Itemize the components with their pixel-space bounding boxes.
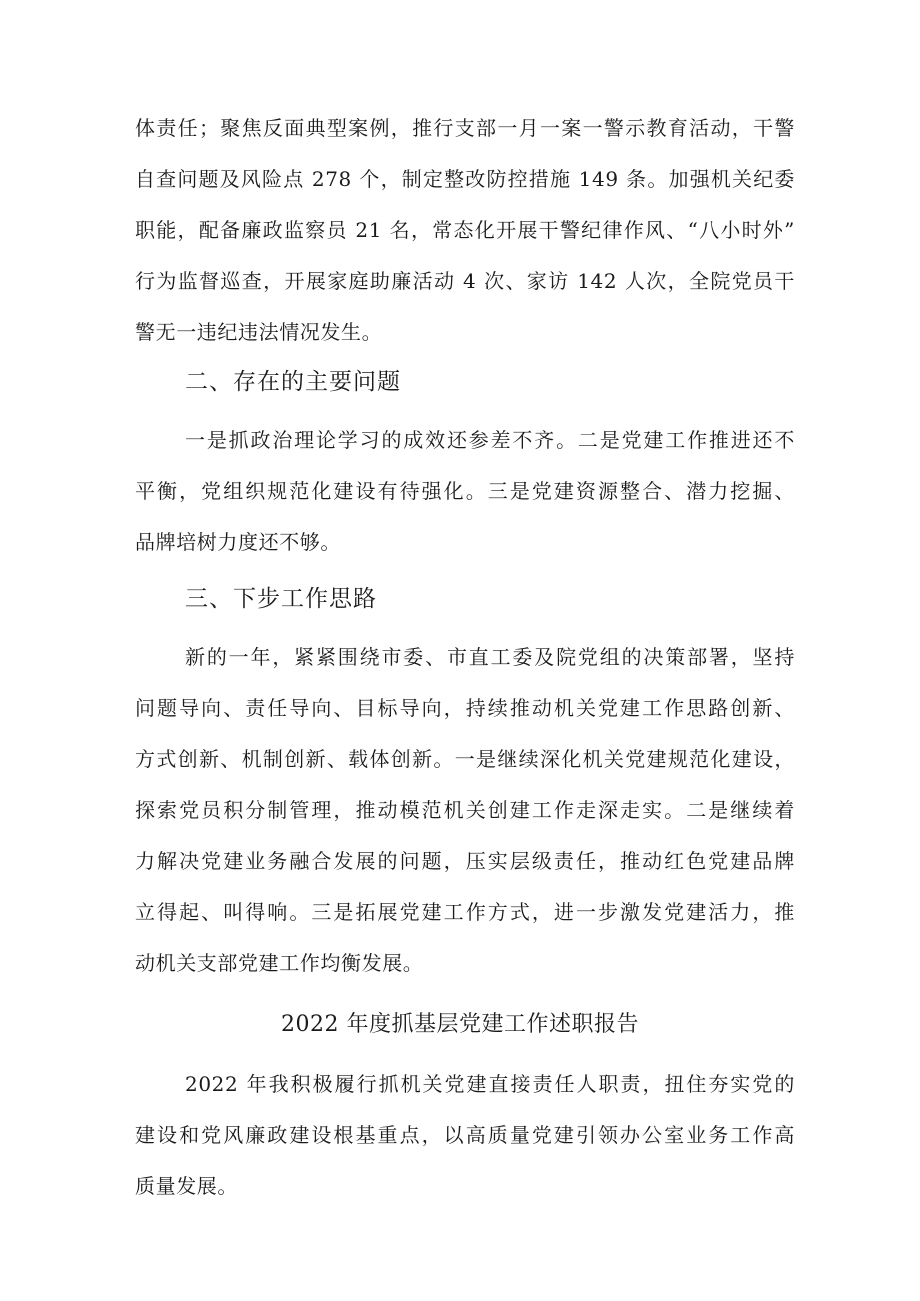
paragraph-line: 动机关支部党建工作均衡发展。 <box>135 951 424 975</box>
paragraph-line: 问题导向、责任导向、目标导向，持续推动机关党建工作思路创新、 <box>135 696 795 720</box>
paragraph-line: 质量发展。 <box>135 1174 238 1198</box>
paragraph-line: 方式创新、机制创新、载体创新。一是继续深化机关党建规范化建设， <box>135 747 795 771</box>
section-heading-next-steps: 三、下步工作思路 <box>185 586 377 612</box>
paragraph-line: 建设和党风廉政建设根基重点，以高质量党建引领办公室业务工作高 <box>135 1123 795 1147</box>
paragraph-line: 探索党员积分制管理，推动模范机关创建工作走深走实。二是继续着 <box>135 798 795 822</box>
paragraph-line: 警无一违纪违法情况发生。 <box>135 320 383 344</box>
report-title: 2022 年度抓基层党建工作述职报告 <box>281 1012 639 1037</box>
paragraph-line: 一是抓政治理论学习的成效还参差不齐。二是党建工作推进还不 <box>185 428 795 452</box>
paragraph-line: 自查问题及风险点 278 个，制定整改防控措施 149 条。加强机关纪委 <box>135 167 795 191</box>
paragraph-line: 新的一年，紧紧围绕市委、市直工委及院党组的决策部署，坚持 <box>185 645 795 669</box>
paragraph-line: 品牌培树力度还不够。 <box>135 530 341 554</box>
paragraph-line: 2022 年我积极履行抓机关党建直接责任人职责，扭住夯实党的 <box>185 1072 795 1096</box>
paragraph-line: 体责任；聚焦反面典型案例，推行支部一月一案一警示教育活动，干警 <box>135 116 795 140</box>
section-heading-issues: 二、存在的主要问题 <box>185 369 401 395</box>
paragraph-line: 平衡，党组织规范化建设有待强化。三是党建资源整合、潜力挖掘、 <box>135 479 795 503</box>
paragraph-line: 行为监督巡查，开展家庭助廉活动 4 次、家访 142 人次，全院党员干 <box>135 269 795 293</box>
paragraph-line: 力解决党建业务融合发展的问题，压实层级责任，推动红色党建品牌 <box>135 849 795 873</box>
paragraph-line: 职能，配备廉政监察员 21 名，常态化开展干警纪律作风、“八小时外” <box>135 218 795 242</box>
paragraph-line: 立得起、叫得响。三是拓展党建工作方式，进一步激发党建活力，推 <box>135 900 795 924</box>
